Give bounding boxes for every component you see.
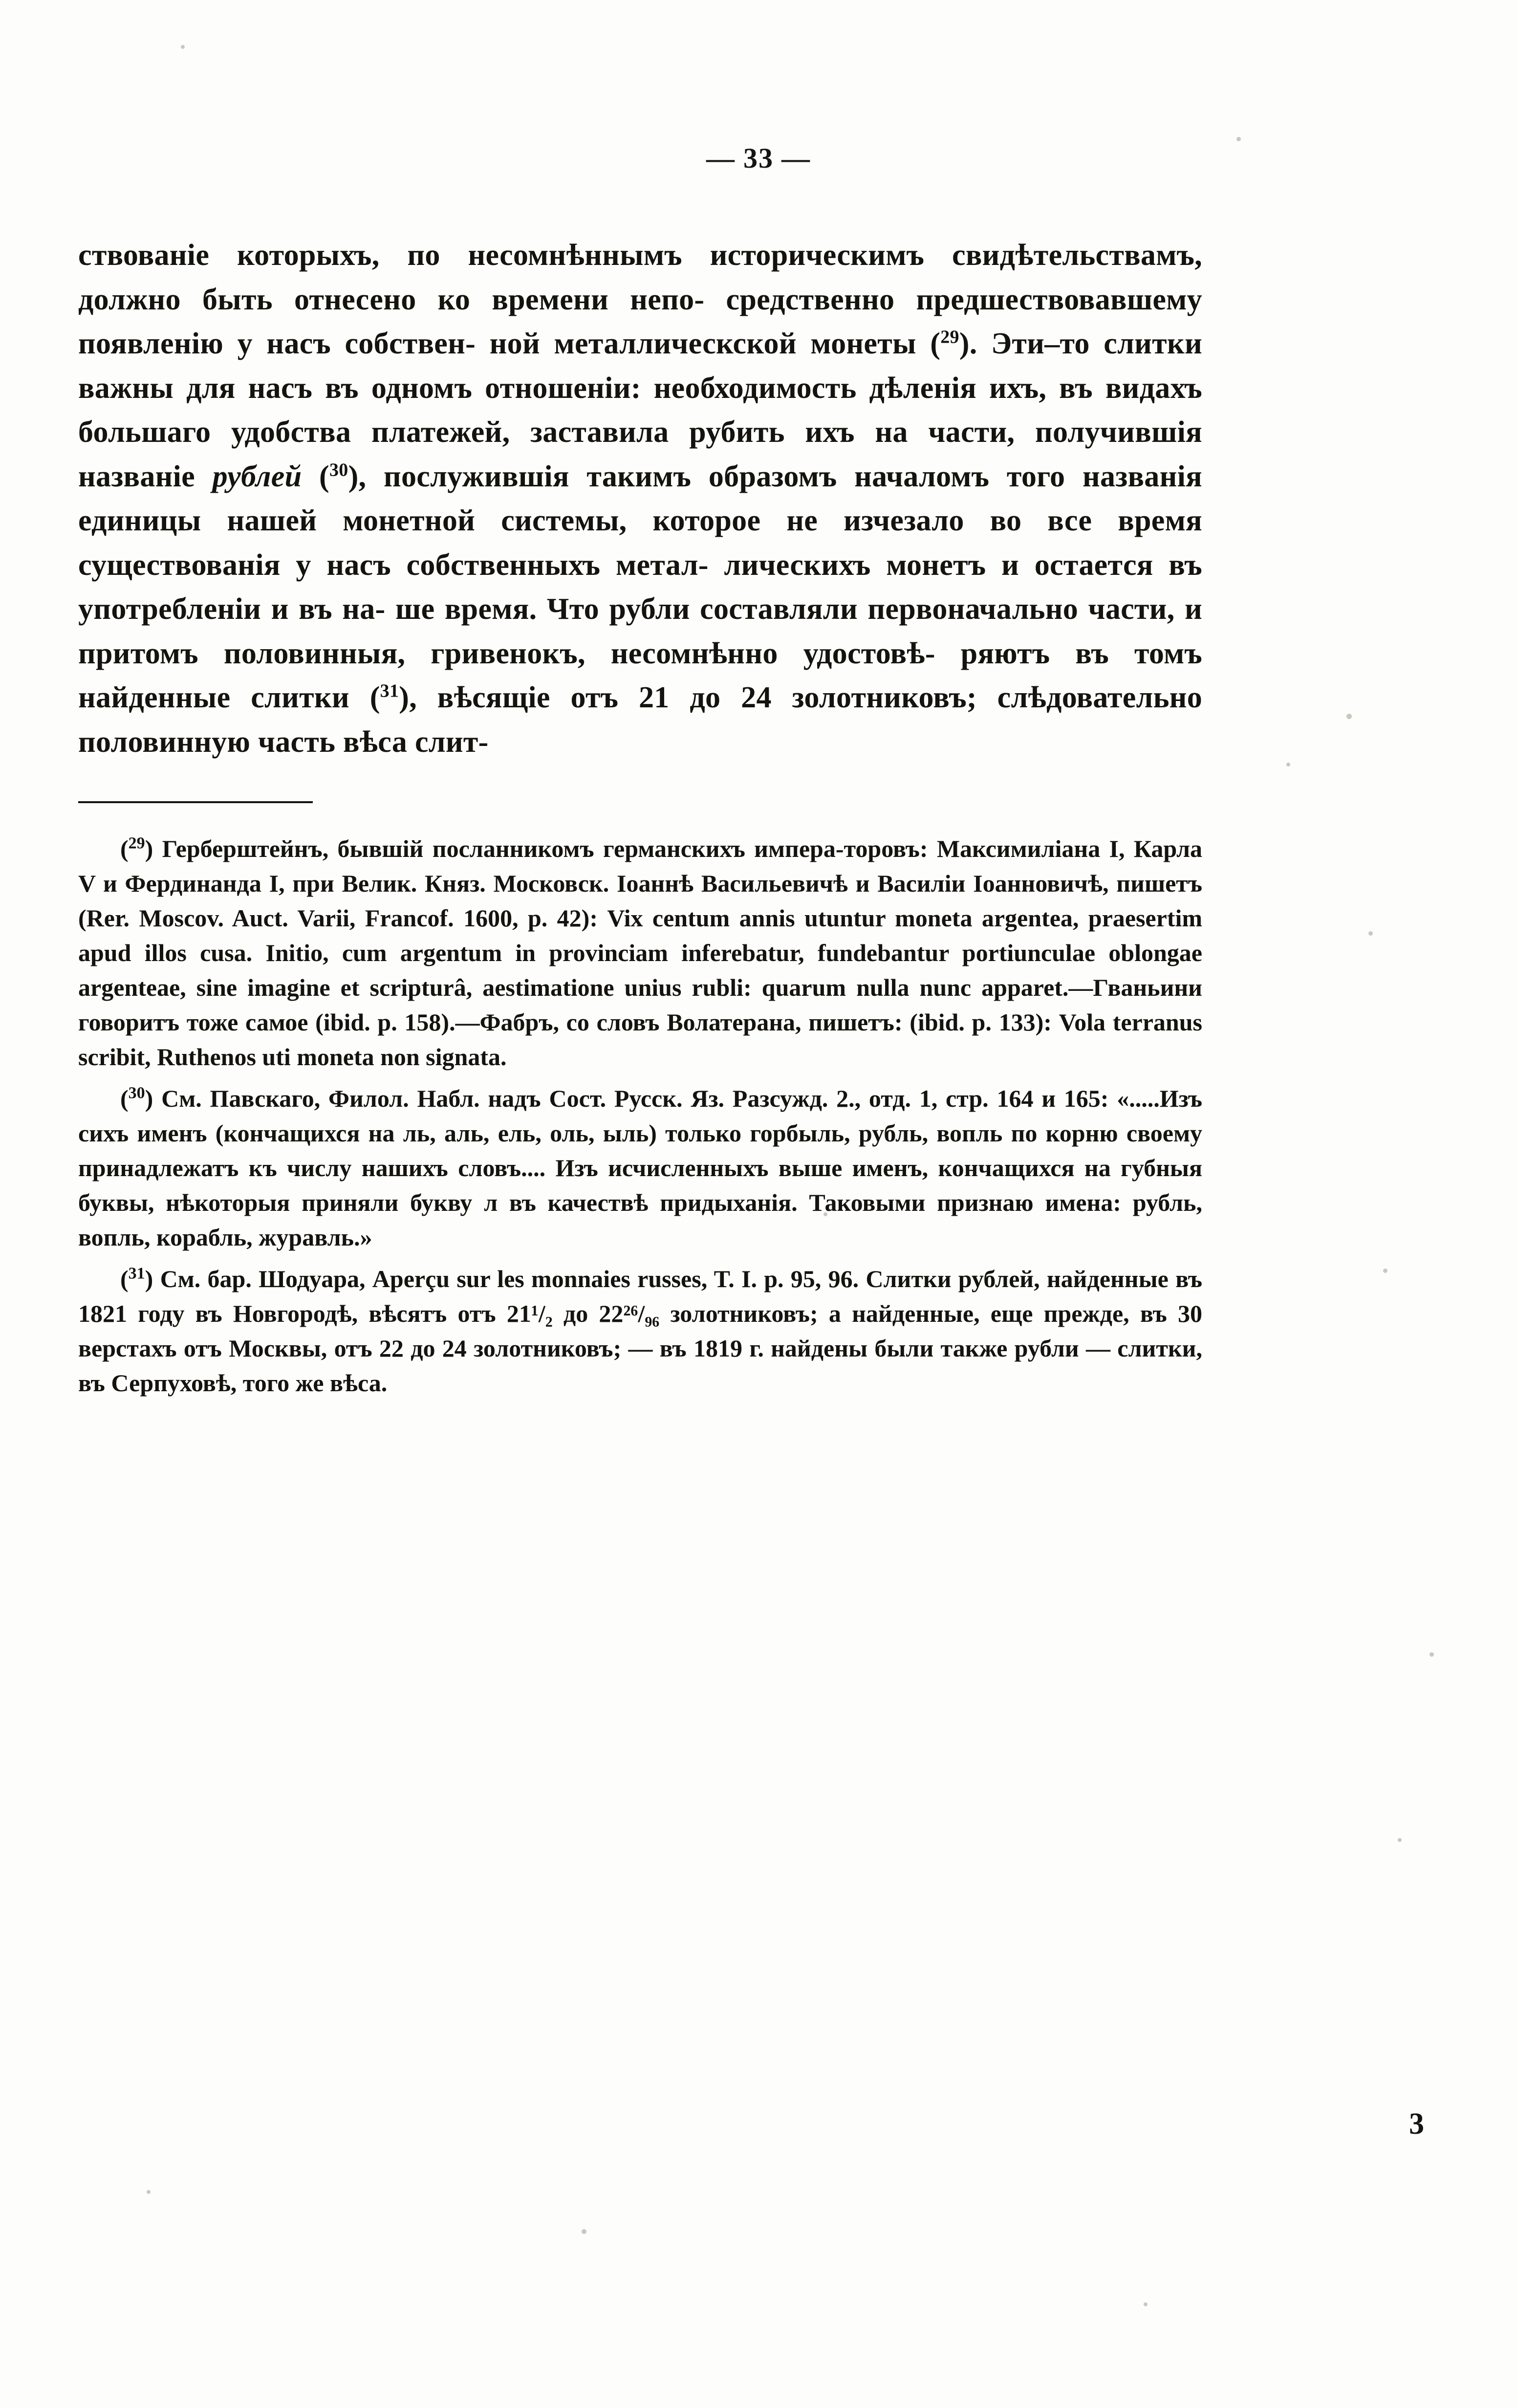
- paper-speck: [582, 2229, 586, 2234]
- sheet-signature-number: 3: [1409, 2107, 1424, 2141]
- footnote-item: ($^{30}$) См. Павскаго, Филол. Набл. надъ Сост. Русск. Яз. Разсужд. 2., отд. 1, стр. 164 и 165: «.....Изъ сихъ именъ (кончащихся на ль, аль, ель, оль, ыль) только горбыль, рубль, вопль по корню своему принадлежатъ къ числу нашихъ словъ.... Изъ исчисленныхъ выше именъ, кончащихся на губныя буквы, нѣкоторыя приняли букву л въ качествѣ придыханія. Таковыми признаю имена: рубль, вопль, корабль, журавль.»: [78, 1084, 1202, 1251]
- folio-number: 33: [743, 142, 774, 174]
- paper-speck: [1398, 1838, 1402, 1842]
- paper-speck: [1144, 2302, 1148, 2306]
- body-line-8: рубить ихъ на части, получившія названіе: [78, 416, 1202, 493]
- body-line-2: свидѣтельствамъ, должно быть отнесено ко времени непо-: [78, 239, 1202, 316]
- footnote-ref-30[interactable]: 30: [329, 459, 348, 480]
- folio-dash-right: —: [781, 142, 811, 174]
- body-line-1: ствованіе которыхъ, по несомнѣннымъ историческимъ: [78, 239, 925, 272]
- body-line-5: ). Эти–то слитки важны: [78, 327, 1202, 405]
- body-line-11: послужившія такимъ образомъ началомъ того названія: [383, 460, 1202, 493]
- body-line-9: (: [302, 460, 329, 493]
- footnote-marker-31: 31: [128, 1264, 145, 1283]
- footnote-marker-30: 30: [128, 1084, 145, 1102]
- footnote-text-30: См. Павскаго, Филол. Набл. надъ Сост. Русск. Яз. Разсужд. 2., отд. 1, стр. 164 и 165: «.....Изъ сихъ именъ (кончащихся на ль, аль, ель, оль, ыль) только горбыль, рубль, вопль по корню своему принадлежатъ къ числу нашихъ словъ.... Изъ исчисленныхъ выше именъ, кончащихся на губныя буквы, нѣкоторыя приняли букву л въ качествѣ придыханія. Таковыми признаю имена: рубль, вопль, корабль, журавль.»: [78, 1085, 1202, 1251]
- body-line-12: единицы нашей монетной системы, которое не изчезало: [78, 504, 964, 538]
- body-line-16: притомъ половинныя, гривенокъ, несомнѣнно удостовѣ-: [78, 636, 935, 670]
- footnote-marker-29: 29: [128, 834, 145, 853]
- body-line-13: во все время существованія у насъ собственныхъ метал-: [78, 504, 1202, 582]
- body-line-4: ной металлическской монеты (: [489, 327, 941, 361]
- footnote-item: ($^{31}$) См. бар. Шодуара, Aperçu sur les monnaies russes, T. I. p. 95, 96. Слитки рублей, найденные въ 1821 году въ Новгородѣ, вѣсятъ отъ 21¹/₂ до 22²⁶/₉₆ золотниковъ; а найденные, еще прежде, въ 30 верстахъ отъ Москвы, отъ 22 до 24 золотниковъ; — въ 1819 г. найдены были также рубли — слитки, въ Серпуховѣ, того же вѣса.: [78, 1264, 1202, 1397]
- body-emphasis-rublej: рублей: [212, 460, 302, 493]
- footnote-item: ($^{29}$) Герберштейнъ, бывшій посланникомъ германскихъ импера-торовъ: Максимиліана I, Карла V и Фердинанда I, при Велик. Княз. Московск. Іоаннѣ Васильевичѣ и Василіи Іоанновичѣ, пишетъ (Rer. Moscov. Auct. Varii, Francof. 1600, p. 42): Vix centum annis utuntur moneta argentea, praesertim apud illos cusa. Initio, cum argentum in provinciam inferebatur, fundebantur portiunculae oblongae argenteae, sine imagine et scripturâ, aestimatione unius rubli: quarum nulla nunc apparet.—Гваньини говоритъ тоже самое (ibid. p. 158).—Фабръ, со словъ Волатерана, пишетъ: (ibid. p. 133): Vola terranus scribit, Ruthenos uti moneta non signata.: [78, 834, 1202, 1071]
- main-body-text: [78, 233, 1202, 764]
- paper-speck: [1430, 1652, 1434, 1657]
- body-paragraph: [78, 233, 1202, 764]
- footnote-ref-29[interactable]: 29: [940, 327, 959, 348]
- page-number-header: [0, 142, 1517, 175]
- body-line-17: ряютъ въ томъ найденные слитки (: [78, 636, 1202, 715]
- body-line-6: для насъ въ одномъ отношеніи: необходимость дѣленія: [186, 371, 976, 405]
- folio-dash-left: —: [706, 142, 736, 174]
- footnote-ref-31[interactable]: 31: [380, 680, 399, 701]
- body-line-18: ), вѣсящіе отъ 21 до 24: [399, 681, 772, 715]
- footnote-text-29: Герберштейнъ, бывшій посланникомъ германскихъ импера-торовъ: Максимиліана I, Карла V и Фердинанда I, при Велик. Княз. Московск. Іоаннѣ Васильевичѣ и Василіи Іоанновичѣ, пишетъ (Rer. Moscov. Auct. Varii, Francof. 1600, p. 42): Vix centum annis utuntur moneta argentea, praesertim apud illos cusa. Initio, cum argentum in provinciam inferebatur, fundebantur portiunculae oblongae argenteae, sine imagine et scripturâ, aestimatione unius rubli: quarum nulla nunc apparet.—Гваньини говоритъ тоже самое (ibid. p. 158).—Фабръ, со словъ Волатерана, пишетъ: (ibid. p. 133): Vola terranus scribit, Ruthenos uti moneta non signata.: [78, 835, 1202, 1071]
- body-line-15: ше время. Что рубли составляли первоначально части, и: [395, 592, 1202, 626]
- body-line-19: золотниковъ; слѣдовательно половинную часть вѣса слит-: [78, 681, 1203, 759]
- paper-speck: [147, 2190, 151, 2194]
- footnotes-section: [78, 832, 1202, 1401]
- footnote-divider-rule: [78, 801, 313, 803]
- body-line-7: ихъ, въ видахъ большаго удобства платежей, заставила: [78, 371, 1202, 449]
- body-line-3: средственно предшествовавшему появленію у насъ собствен-: [78, 283, 1202, 361]
- body-line-14: лическихъ монетъ и остается въ употребленіи и въ на-: [78, 548, 1202, 626]
- body-line-10: ),: [348, 460, 367, 493]
- footnote-text-31: См. бар. Шодуара, Aperçu sur les monnaies russes, T. I. p. 95, 96. Слитки рублей, найденные въ 1821 году въ Новгородѣ, вѣсятъ отъ 21¹/₂ до 22²⁶/₉₆ золотниковъ; а найденные, еще прежде, въ 30 верстахъ отъ Москвы, отъ 22 до 24 золотниковъ; — въ 1819 г. найдены были также рубли — слитки, въ Серпуховѣ, того же вѣса.: [78, 1265, 1202, 1397]
